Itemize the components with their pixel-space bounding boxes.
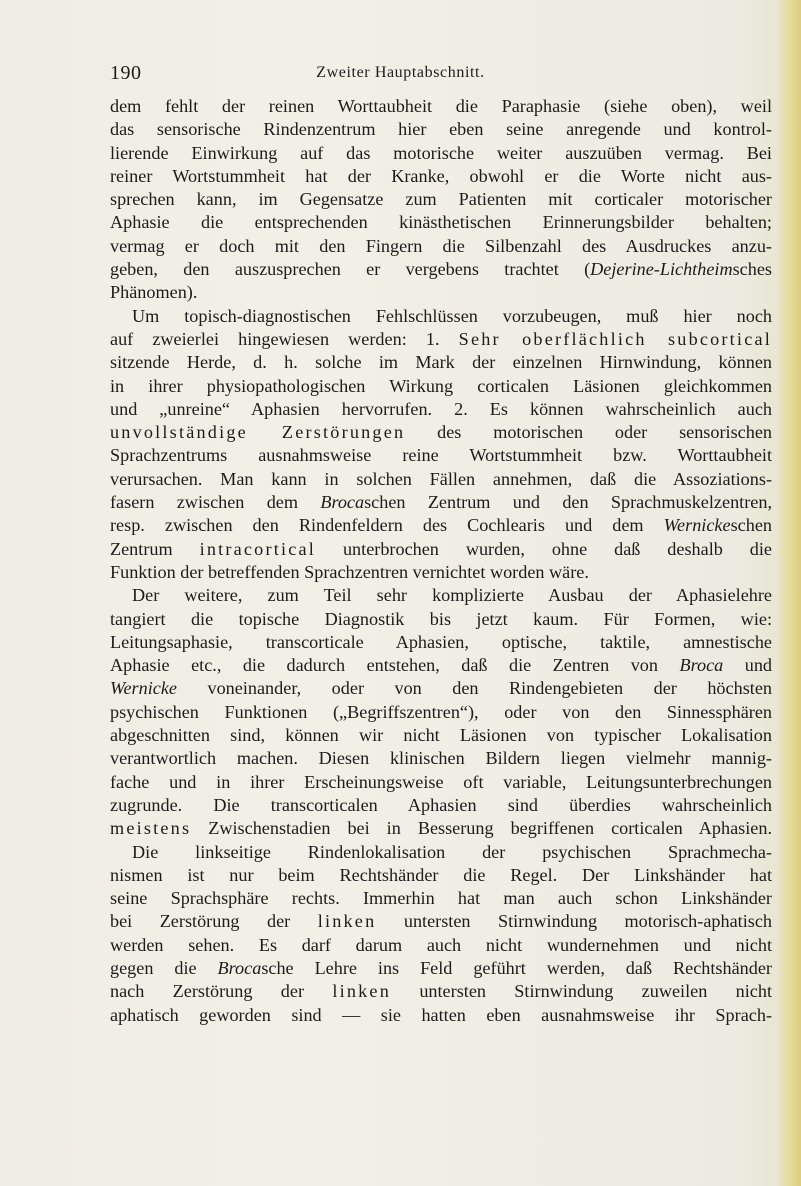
text-line: Zentrum intracortical unterbrochen wurden, ohne daß deshalb die [110, 538, 772, 559]
text-line: seine Sprachsphäre rechts. Immerhin hat man auch schon Linkshänder [110, 888, 772, 909]
text-line: geben, den auszusprechen er vergebens trachtet (Dejerine-Lichtheimsches [110, 259, 772, 280]
text-line: gegen die Brocasche Lehre ins Feld geführt werden, daß Rechtshänder [110, 957, 772, 978]
text-line: Phänomen). [110, 282, 198, 303]
text-line: Um topisch-diagnostischen Fehlschlüssen vorzubeugen, muß hier noch [132, 305, 772, 326]
text-line: meistens Zwischenstadien bei in Besserung begriffenen corticalen Aphasien. [110, 818, 772, 839]
text-line: resp. zwischen den Rindenfeldern des Cochlearis und dem Wernickeschen [110, 515, 772, 536]
text-line: nismen ist nur beim Rechtshänder die Regel. Der Linkshänder hat [110, 864, 772, 885]
page-number: 190 [110, 62, 142, 84]
text-line: verantwortlich machen. Diesen klinischen Bildern liegen vielmehr mannig- [110, 748, 772, 769]
text-line: vermag er doch mit den Fingern die Silbenzahl des Ausdruckes anzu- [110, 235, 772, 256]
text-line: das sensorische Rindenzentrum hier eben seine anregende und kontrol- [110, 119, 772, 140]
text-line: dem fehlt der reinen Worttaubheit die Paraphasie (siehe oben), weil [110, 96, 772, 116]
text-line: aphatisch geworden sind — sie hatten eben ausnahmsweise ihr Sprach- [110, 1004, 772, 1025]
text-line: tangiert die topische Diagnostik bis jetzt kaum. Für Formen, wie: [110, 608, 772, 629]
text-line: reiner Wortstummheit hat der Kranke, obwohl er die Worte nicht aus- [110, 165, 772, 186]
text-line: werden sehen. Es darf darum auch nicht wundernehmen und nicht [110, 934, 772, 955]
text-line: Wernicke voneinander, oder von den Rindengebieten der höchsten [110, 678, 772, 699]
text-line: psychischen Funktionen („Begriffszentren“), oder von den Sinnessphären [110, 701, 772, 722]
text-line: nach Zerstörung der linken untersten Stirnwindung zuweilen nicht [110, 981, 772, 1002]
text-line: abgeschnitten sind, können wir nicht Läsionen von typischer Lokalisation [110, 725, 772, 746]
text-line: verursachen. Man kann in solchen Fällen annehmen, daß die Assoziations- [110, 468, 772, 489]
text-line: zugrunde. Die transcorticalen Aphasien sind überdies wahrscheinlich [110, 794, 772, 815]
body-text [110, 95, 772, 1027]
text-line: bei Zerstörung der linken untersten Stirnwindung motorisch-aphatisch [110, 911, 772, 932]
text-line: in ihrer physiopathologischen Wirkung corticalen Läsionen gleichkommen [110, 375, 772, 396]
text-line: Aphasie etc., die dadurch entstehen, daß die Zentren von Broca und [110, 655, 772, 676]
text-line: Sprachzentrums ausnahmsweise reine Wortstummheit bzw. Worttaubheit [110, 445, 772, 466]
text-line: unvollständige Zerstörungen des motorischen oder sensorischen [110, 422, 772, 443]
text-line: Der weitere, zum Teil sehr komplizierte Ausbau der Aphasielehre [132, 585, 772, 606]
page-header [0, 62, 801, 84]
running-title: Zweiter Hauptabschnitt. [316, 64, 485, 81]
text-line: Funktion der betreffenden Sprachzentren vernichtet worden wäre. [110, 561, 589, 582]
text-line: Leitungsaphasie, transcorticale Aphasien, optische, taktile, amnestische [110, 631, 772, 652]
text-line: Die linkseitige Rindenlokalisation der psychischen Sprachmecha- [132, 841, 772, 862]
text-line: Aphasie die entsprechenden kinästhetischen Erinnerungsbilder behalten; [110, 212, 772, 233]
page-edge [779, 0, 801, 1186]
text-line: fasern zwischen dem Brocaschen Zentrum und den Sprachmuskelzentren, [110, 492, 772, 513]
text-line: lierende Einwirkung auf das motorische weiter auszuüben vermag. Bei [110, 142, 772, 163]
text-line: sprechen kann, im Gegensatze zum Patienten mit corticaler motorischer [110, 189, 772, 210]
text-line: sitzende Herde, d. h. solche im Mark der einzelnen Hirnwindung, können [110, 352, 772, 373]
text-line: und „unreine“ Aphasien hervorrufen. 2. Es können wahrscheinlich auch [110, 398, 772, 419]
text-line: fache und in ihrer Erscheinungsweise oft variable, Leitungsunterbrechungen [110, 771, 772, 792]
text-line: auf zweierlei hingewiesen werden: 1. Sehr oberflächlich subcortical [110, 328, 772, 349]
